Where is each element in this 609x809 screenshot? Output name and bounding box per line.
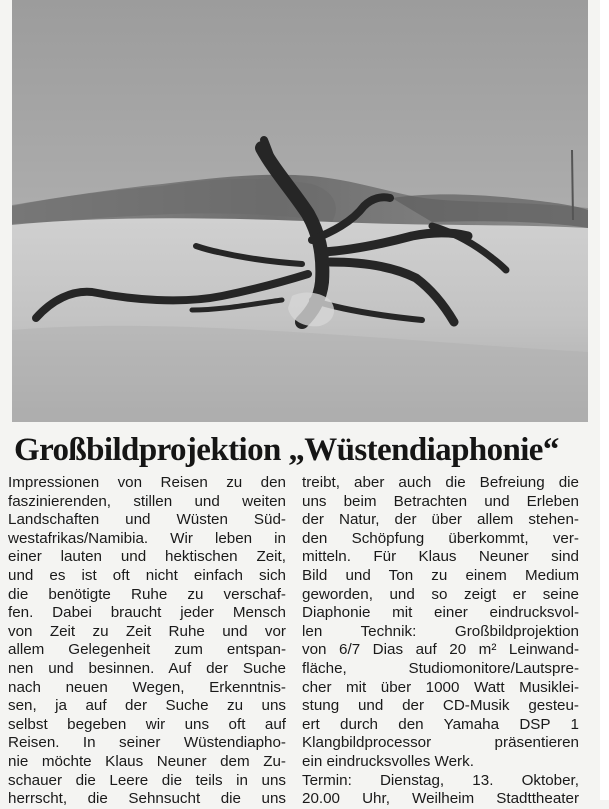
text-line: faszinierenden, stillen und weiten xyxy=(8,492,286,510)
text-line: von Zeit zu Zeit Ruhe und vor xyxy=(8,622,286,640)
text-line: nach neuen Wegen, Erkenntnis- xyxy=(8,678,286,696)
text-line: 20.00 Uhr, Weilheim Stadttheater xyxy=(302,790,579,808)
text-line: Landschaften und Wüsten Süd- xyxy=(8,511,286,529)
text-line: von 6/7 Dias auf 20 m² Leinwand- xyxy=(302,641,579,659)
text-line: sen, ja auf der Suche zu uns xyxy=(8,697,286,715)
text-line: nie möchte Klaus Neuner dem Zu- xyxy=(8,752,286,770)
headline: Großbildprojektion „Wüstendiaphonie“ xyxy=(14,432,559,468)
text-line: treibt, aber auch die Befreiung die xyxy=(302,474,579,491)
article-photo xyxy=(12,0,588,422)
text-line: uns beim Betrachten und Erleben xyxy=(302,492,579,510)
text-line: Termin: Dienstag, 13. Oktober, xyxy=(302,771,579,789)
text-line: westafrikas/Namibia. Wir leben in xyxy=(8,529,286,547)
text-line: len Technik: Großbildprojektion xyxy=(302,622,579,640)
text-line: Klangbildprocessor präsentieren xyxy=(302,734,579,752)
desert-dune-deadtree-photo-icon xyxy=(12,0,588,422)
text-line: fläche, Studiomonitore/Lautspre- xyxy=(302,659,579,677)
article-column-left xyxy=(8,474,286,809)
text-line: und es ist oft nicht einfach sich xyxy=(8,566,286,584)
text-line: mitteln. Für Klaus Neuner sind xyxy=(302,548,579,566)
text-line: die benötigte Ruhe zu verschaf- xyxy=(8,585,286,603)
text-line: Bild und Ton zu einem Medium xyxy=(302,566,579,584)
text-line: ert durch den Yamaha DSP 1 xyxy=(302,715,579,733)
text-line: Diaphonie mit einer eindrucksvol- xyxy=(302,604,579,622)
text-line: der Natur, der über allem stehen- xyxy=(302,511,579,529)
text-line: Reisen. In seiner Wüstendiapho- xyxy=(8,734,286,752)
text-line: cher mit über 1000 Watt Musiklei- xyxy=(302,678,579,696)
text-line: den Schöpfung überkommt, ver- xyxy=(302,529,579,547)
text-line: selbst begeben wir uns oft auf xyxy=(8,715,286,733)
text-line: einer lauten und hektischen Zeit, xyxy=(8,548,286,566)
text-line: fen. Dabei braucht jeder Mensch xyxy=(8,604,286,622)
text-line: Impressionen von Reisen zu den xyxy=(8,474,286,491)
text-line: nen und besinnen. Auf der Suche xyxy=(8,659,286,677)
text-line: geworden, und so zeigt er seine xyxy=(302,585,579,603)
text-line: stung und der CD-Musik gesteu- xyxy=(302,697,579,715)
text-line: ein eindrucksvolles Werk. xyxy=(302,752,474,770)
text-line: allem Gelegenheit zum entspan- xyxy=(8,641,286,659)
text-line: herrscht, die Sehnsucht die uns xyxy=(8,790,286,808)
article-column-right xyxy=(302,474,579,809)
page-edge xyxy=(600,0,609,800)
text-line: schauer die Leere die teils in uns xyxy=(8,771,286,789)
